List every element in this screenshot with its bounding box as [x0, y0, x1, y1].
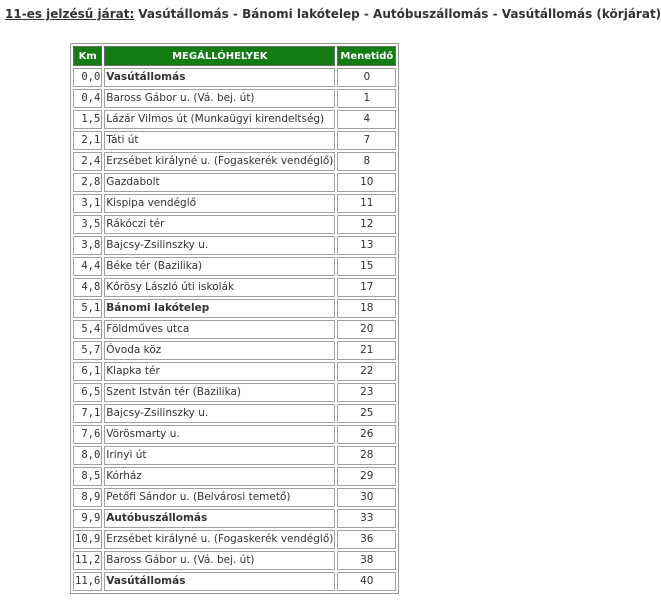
stop-name-cell: Óvoda köz — [104, 341, 335, 360]
km-cell: 7,6 — [73, 425, 102, 444]
travel-time-cell: 11 — [337, 194, 396, 213]
timetable — [70, 43, 399, 594]
km-cell: 11,2 — [73, 551, 102, 570]
stop-name-cell: Petőfi Sándor u. (Belvárosi temető) — [104, 488, 335, 507]
table-row — [73, 152, 396, 171]
table-row — [73, 320, 396, 339]
column-header-km: Km — [73, 46, 102, 66]
km-cell: 1,5 — [73, 110, 102, 129]
km-cell: 4,8 — [73, 278, 102, 297]
stop-name-cell: Vasútállomás — [104, 68, 335, 87]
travel-time-cell: 20 — [337, 320, 396, 339]
column-header-travel-time: Menetidő — [337, 46, 396, 66]
table-row — [73, 551, 396, 570]
stop-name-cell: Kispipa vendéglő — [104, 194, 335, 213]
km-cell: 10,9 — [73, 530, 102, 549]
km-cell: 0,4 — [73, 89, 102, 108]
km-cell: 2,1 — [73, 131, 102, 150]
stop-name-cell: Vörösmarty u. — [104, 425, 335, 444]
km-cell: 6,1 — [73, 362, 102, 381]
travel-time-cell: 40 — [337, 572, 396, 591]
table-row — [73, 173, 396, 192]
stop-name-cell: Bajcsy-Zsilinszky u. — [104, 236, 335, 255]
header-row — [73, 46, 396, 66]
table-row — [73, 257, 396, 276]
travel-time-cell: 13 — [337, 236, 396, 255]
travel-time-cell: 7 — [337, 131, 396, 150]
stop-name-cell: Autóbuszállomás — [104, 509, 335, 528]
travel-time-cell: 18 — [337, 299, 396, 318]
stop-name-cell: Gazdabolt — [104, 173, 335, 192]
km-cell: 8,5 — [73, 467, 102, 486]
km-cell: 11,6 — [73, 572, 102, 591]
km-cell: 4,4 — [73, 257, 102, 276]
km-cell: 2,8 — [73, 173, 102, 192]
table-row — [73, 194, 396, 213]
stop-name-cell: Baross Gábor u. (Vá. bej. út) — [104, 551, 335, 570]
travel-time-cell: 25 — [337, 404, 396, 423]
route-label: 11-es jelzésű járat: — [5, 7, 135, 21]
km-cell: 5,1 — [73, 299, 102, 318]
stop-name-cell: Bajcsy-Zsilinszky u. — [104, 404, 335, 423]
travel-time-cell: 8 — [337, 152, 396, 171]
table-row — [73, 425, 396, 444]
travel-time-cell: 36 — [337, 530, 396, 549]
km-cell: 3,5 — [73, 215, 102, 234]
table-row — [73, 68, 396, 87]
stop-name-cell: Lázár Vilmos út (Munkaügyi kirendeltség) — [104, 110, 335, 129]
table-row — [73, 446, 396, 465]
stop-name-cell: Vasútállomás — [104, 572, 335, 591]
travel-time-cell: 10 — [337, 173, 396, 192]
travel-time-cell: 15 — [337, 257, 396, 276]
travel-time-cell: 1 — [337, 89, 396, 108]
km-cell: 9,9 — [73, 509, 102, 528]
stop-name-cell: Táti út — [104, 131, 335, 150]
route-title — [5, 7, 661, 21]
table-row — [73, 299, 396, 318]
km-cell: 2,4 — [73, 152, 102, 171]
travel-time-cell: 38 — [337, 551, 396, 570]
stop-name-cell: Földműves utca — [104, 320, 335, 339]
km-cell: 3,8 — [73, 236, 102, 255]
travel-time-cell: 33 — [337, 509, 396, 528]
stop-name-cell: Rákóczi tér — [104, 215, 335, 234]
stop-name-cell: Erzsébet királyné u. (Fogaskerék vendéglő) — [104, 152, 335, 171]
travel-time-cell: 22 — [337, 362, 396, 381]
travel-time-cell: 29 — [337, 467, 396, 486]
stop-name-cell: Kórház — [104, 467, 335, 486]
stop-name-cell: Irinyi út — [104, 446, 335, 465]
travel-time-cell: 21 — [337, 341, 396, 360]
table-row — [73, 215, 396, 234]
km-cell: 7,1 — [73, 404, 102, 423]
table-row — [73, 530, 396, 549]
table-row — [73, 404, 396, 423]
table-row — [73, 362, 396, 381]
km-cell: 8,9 — [73, 488, 102, 507]
km-cell: 8,0 — [73, 446, 102, 465]
table-row — [73, 572, 396, 591]
travel-time-cell: 26 — [337, 425, 396, 444]
route-description: Vasútállomás - Bánomi lakótelep - Autóbuszállomás - Vasútállomás (körjárat) — [138, 7, 661, 21]
table-row — [73, 89, 396, 108]
stop-name-cell: Béke tér (Bazilika) — [104, 257, 335, 276]
timetable-body — [73, 68, 396, 591]
table-row — [73, 509, 396, 528]
stop-name-cell: Klapka tér — [104, 362, 335, 381]
stop-name-cell: Kőrösy László úti iskolák — [104, 278, 335, 297]
km-cell: 5,4 — [73, 320, 102, 339]
km-cell: 5,7 — [73, 341, 102, 360]
travel-time-cell: 12 — [337, 215, 396, 234]
stop-name-cell: Erzsébet királyné u. (Fogaskerék vendéglő) — [104, 530, 335, 549]
travel-time-cell: 17 — [337, 278, 396, 297]
stop-name-cell: Bánomi lakótelep — [104, 299, 335, 318]
km-cell: 6,5 — [73, 383, 102, 402]
stop-name-cell: Szent István tér (Bazilika) — [104, 383, 335, 402]
column-header-stops: MEGÁLLÓHELYEK — [104, 46, 335, 66]
table-row — [73, 110, 396, 129]
travel-time-cell: 4 — [337, 110, 396, 129]
table-row — [73, 131, 396, 150]
table-row — [73, 383, 396, 402]
km-cell: 3,1 — [73, 194, 102, 213]
table-row — [73, 488, 396, 507]
table-row — [73, 236, 396, 255]
table-row — [73, 341, 396, 360]
table-row — [73, 467, 396, 486]
stop-name-cell: Baross Gábor u. (Vá. bej. út) — [104, 89, 335, 108]
table-row — [73, 278, 396, 297]
km-cell: 0,0 — [73, 68, 102, 87]
travel-time-cell: 28 — [337, 446, 396, 465]
travel-time-cell: 0 — [337, 68, 396, 87]
travel-time-cell: 30 — [337, 488, 396, 507]
travel-time-cell: 23 — [337, 383, 396, 402]
